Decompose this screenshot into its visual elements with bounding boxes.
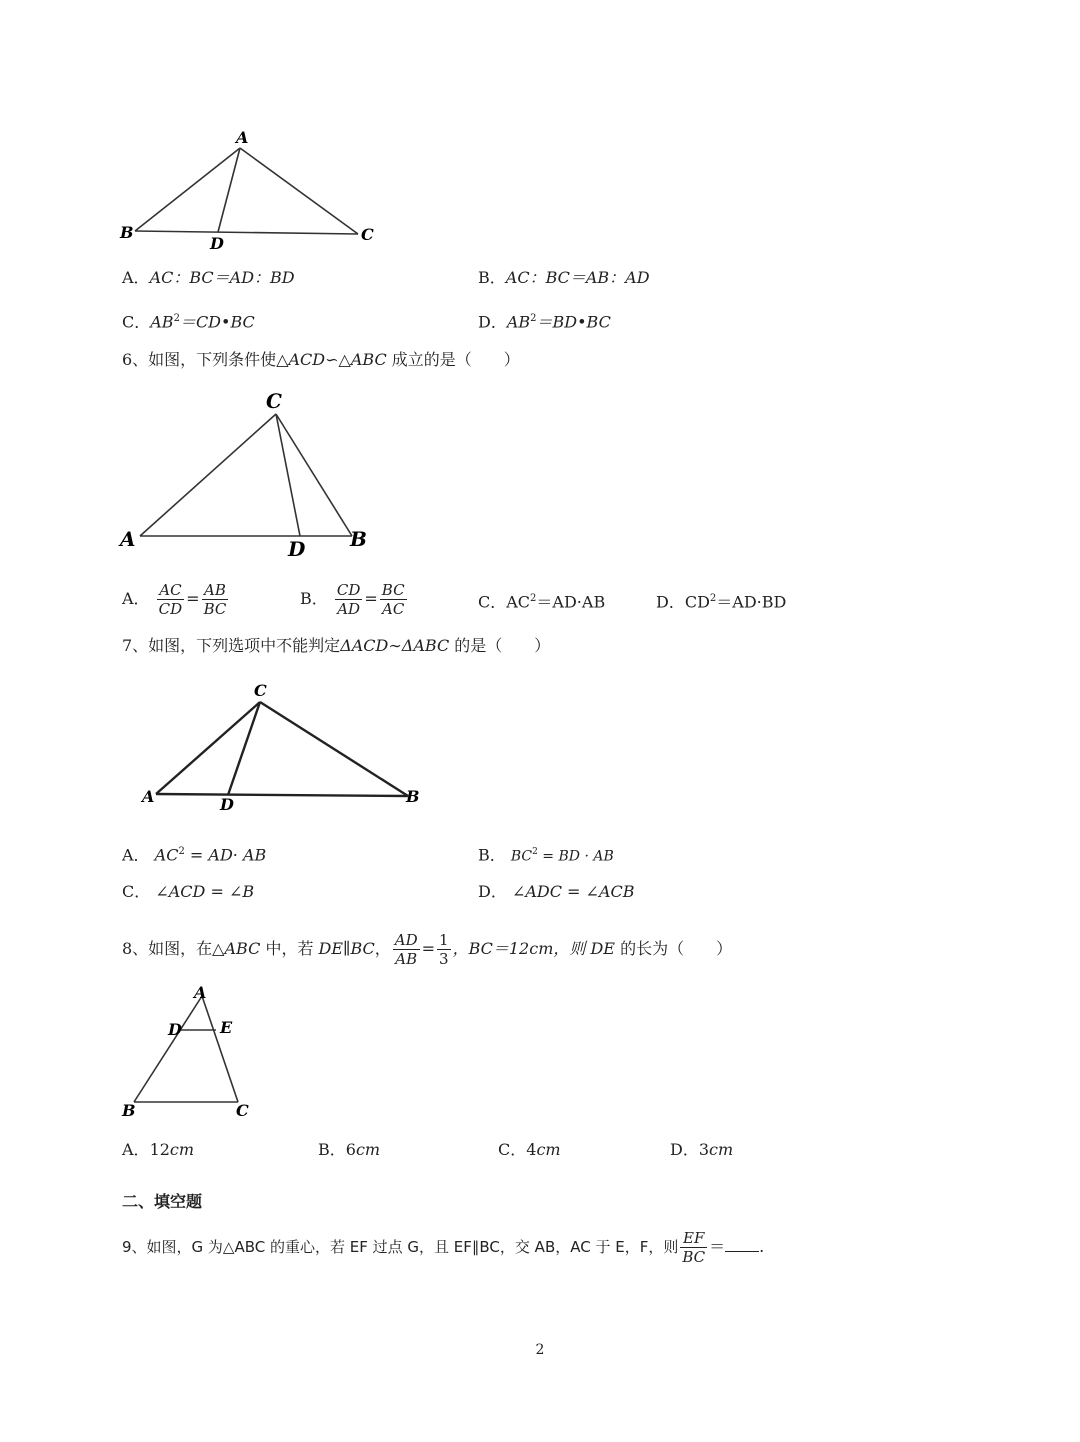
q6-label-c: C bbox=[266, 389, 282, 413]
q8-option-a: A．12cm bbox=[122, 1140, 195, 1159]
q7-label-d: D bbox=[220, 795, 234, 814]
q9-answer-blank bbox=[725, 1237, 759, 1252]
q8-label-b: B bbox=[122, 1101, 136, 1120]
q9-stem: 9、如图，G 为△ABC 的重心，若 EF 过点 G，且 EF∥BC，交 AB，AC 于 E，F，则 $\frac{EF}{BC}$ ＝ . bbox=[122, 1229, 765, 1266]
q7-figure bbox=[138, 678, 428, 818]
q5-figure bbox=[118, 126, 388, 256]
q5-option-d: D．$AB^2=BD•BC$ bbox=[478, 312, 611, 332]
q5-label-a: A bbox=[236, 128, 249, 147]
q7-stem: 7、如图，下列选项中不能判定ΔACD∼ΔABC 的是（ ） bbox=[122, 636, 551, 655]
q8-label-d: D bbox=[168, 1020, 182, 1039]
q7-label-a: A bbox=[142, 787, 155, 806]
q8-label-a: A bbox=[194, 983, 207, 1002]
q7-option-b: B． $BC^2$ = BD · AB bbox=[478, 845, 614, 865]
q7-option-d: D． ∠ADC = ∠ACB bbox=[478, 882, 635, 901]
q6-option-a: A． $\frac{AC}{CD}$ = $\frac{AB}{BC}$ bbox=[122, 581, 227, 618]
q7-option-a: A． $AC^2 = AD\cdot$ AB bbox=[122, 845, 267, 865]
q6-option-b: B． $\frac{CD}{AD}$ = $\frac{BC}{AC}$ bbox=[300, 581, 405, 618]
q8-label-c: C bbox=[236, 1101, 249, 1120]
q8-label-e: E bbox=[220, 1018, 233, 1037]
q5-label-b: B bbox=[120, 223, 134, 242]
q6-label-b: B bbox=[350, 527, 367, 551]
q8-stem: 8、如图，在△ABC 中，若 DE∥BC， $\frac{AD}{AB}$ = $\frac{1}{3}$ ，BC＝12cm，则 DE 的长为（ ） bbox=[122, 931, 733, 968]
q8-option-b: B．6cm bbox=[318, 1140, 381, 1159]
q5-option-c: C．$AB^2=CD•BC$ bbox=[122, 312, 255, 332]
q6-label-d: D bbox=[288, 537, 306, 561]
section-fill-in-title: 二、填空题 bbox=[122, 1192, 203, 1211]
q5-label-d: D bbox=[210, 234, 224, 253]
page-number: 2 bbox=[535, 1342, 545, 1358]
q8-option-c: C．4cm bbox=[498, 1140, 561, 1159]
q6-option-d: D．$CD^2=AD\cdot BD$ bbox=[656, 592, 787, 612]
q8-option-d: D．3cm bbox=[670, 1140, 734, 1159]
q5-option-b: B．AC：BC＝AB：AD bbox=[478, 268, 650, 287]
q6-stem: 6、如图，下列条件使△ACD∽△ABC 成立的是（ ） bbox=[122, 350, 520, 369]
q5-option-a: A．AC：BC＝AD：BD bbox=[122, 268, 295, 287]
q6-option-c: C．$AC^2=AD\cdot AB$ bbox=[478, 592, 606, 612]
q5-label-c: C bbox=[361, 225, 374, 244]
q8-figure bbox=[118, 982, 258, 1122]
q7-label-c: C bbox=[254, 681, 267, 700]
q6-label-a: A bbox=[120, 527, 136, 551]
q7-label-b: B bbox=[406, 787, 420, 806]
q6-figure bbox=[118, 386, 378, 561]
q7-option-c: C． ∠ACD = ∠B bbox=[122, 882, 255, 901]
